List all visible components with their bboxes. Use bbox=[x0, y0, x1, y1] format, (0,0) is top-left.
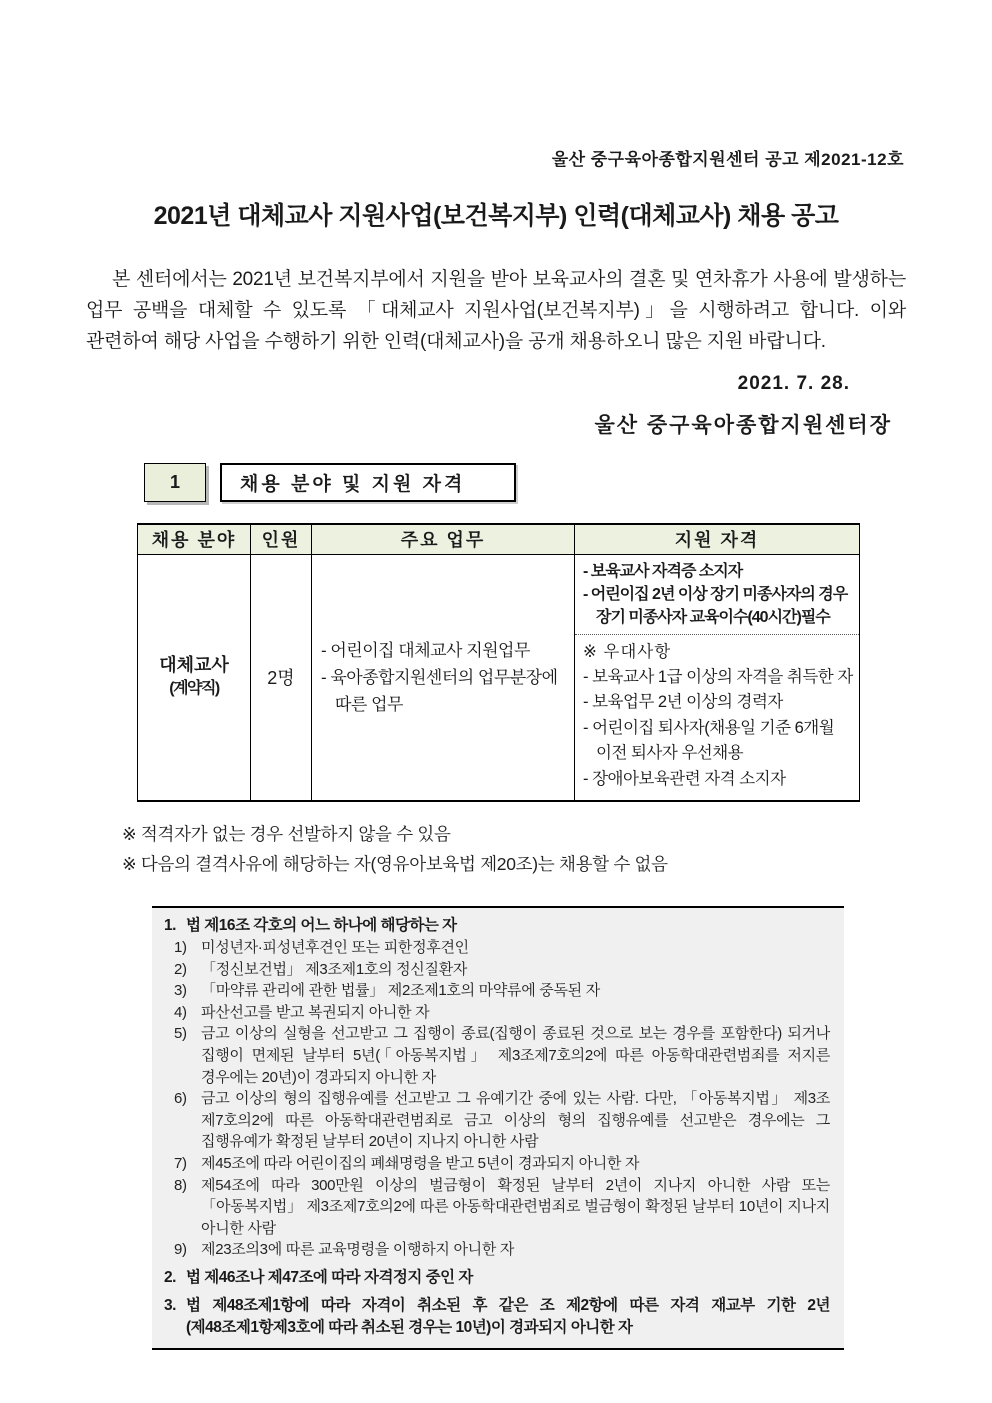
duty-item: - 육아종합지원센터의 업무분장에 따른 업무 bbox=[321, 667, 558, 714]
legal-subitem-text: 「정신보건법」 제3조제1호의 정신질환자 bbox=[201, 960, 468, 978]
cell-field bbox=[138, 554, 251, 801]
legal-item-3 bbox=[164, 1295, 830, 1339]
doc-number: 울산 중구육아종합지원센터 공고 제2021-12호 bbox=[551, 150, 904, 169]
legal-item-text: 법 제16조 각호의 어느 하나에 해당하는 자 bbox=[186, 917, 457, 934]
preferred-title: ※ 우대사항 bbox=[583, 642, 672, 661]
cell-count: 2명 bbox=[251, 554, 312, 801]
legal-subitem-3 bbox=[174, 980, 830, 1002]
column-header-duties: 주요 업무 bbox=[312, 524, 575, 554]
column-header-field: 채용 분야 bbox=[138, 524, 251, 554]
cell-qualifications bbox=[575, 554, 860, 801]
legal-subitem-label: 5) bbox=[174, 1025, 187, 1043]
legal-item-text: 법 제46조나 제47조에 따라 자격정지 중인 자 bbox=[186, 1268, 473, 1286]
cell-duties bbox=[312, 554, 575, 801]
column-header-qualifications: 지원 자격 bbox=[575, 524, 860, 554]
legal-subitem-label: 4) bbox=[174, 1003, 187, 1021]
legal-subitem-text: 금고 이상의 형의 집행유예를 선고받고 그 유예기간 중에 있는 사람. 다만, 「아동복지법」 제3조 제7호의2에 따른 아동학대관련범죄로 금고 이상의 형의 집행유예를 선고받은 경우에는 그 집행유예가 확정된 날부터 20년이 지나지 아니한 사람 bbox=[201, 1090, 830, 1151]
section-1-header bbox=[144, 463, 906, 502]
section-1-title: 채용 분야 및 지원 자격 bbox=[220, 463, 516, 502]
preferred-item: - 장애아보육관련 자격 소지자 bbox=[583, 769, 786, 788]
legal-subitem-label: 2) bbox=[174, 960, 187, 978]
legal-subitem-text: 파산선고를 받고 복권되지 아니한 자 bbox=[201, 1003, 430, 1021]
section-1-number-chip: 1 bbox=[144, 463, 206, 502]
duty-item: - 어린이집 대체교사 지원업무 bbox=[321, 640, 530, 660]
legal-subitem-2 bbox=[174, 959, 830, 981]
qualification-item: - 어린이집 2년 이상 장기 미종사자의 경우 장기 미종사자 교육이수(40시간)필수 bbox=[583, 585, 848, 626]
legal-subitem-label: 6) bbox=[174, 1090, 187, 1108]
column-header-count: 인원 bbox=[251, 524, 312, 554]
preferred-item: - 보육업무 2년 이상의 경력자 bbox=[583, 693, 783, 711]
legal-subitem-7 bbox=[174, 1153, 830, 1175]
preferred-item: - 어린이집 퇴사자(채용일 기준 6개월 이전 퇴사자 우선채용 bbox=[583, 718, 835, 762]
qualification-item: - 보육교사 자격증 소지자 bbox=[583, 562, 743, 580]
qualification-preferred-section bbox=[575, 635, 859, 801]
legal-subitem-label: 9) bbox=[174, 1241, 187, 1259]
legal-item-label: 2. bbox=[164, 1268, 176, 1286]
intro-paragraph: 본 센터에서는 2021년 보건복지부에서 지원을 받아 보육교사의 결혼 및 연차휴가 사용에 발생하는 업무 공백을 대체할 수 있도록 「대체교사 지원사업(보건복지부)」을 시행하려고 합니다. 이와 관련하여 해당 사업을 수행하기 위한 인력(대체교사)을 공개 채용하오니 많은 지원 바랍니다. bbox=[86, 269, 906, 352]
legal-subitem-4 bbox=[174, 1002, 830, 1024]
legal-subitem-text: 금고 이상의 실형을 선고받고 그 집행이 종료(집행이 종료된 것으로 보는 경우를 포함한다) 되거나 집행이 면제된 날부터 5년(「아동복지법」 제3조제7호의2에 따른 아동학대관련범죄를 저지른 경우에는 20년)이 경과되지 아니한 자 bbox=[201, 1025, 830, 1086]
legal-subitem-1 bbox=[174, 937, 830, 959]
legal-subitem-9 bbox=[174, 1239, 830, 1261]
legal-subitem-label: 3) bbox=[174, 982, 187, 1000]
legal-subitem-text: 제23조의3에 따른 교육명령을 이행하지 아니한 자 bbox=[201, 1241, 515, 1259]
legal-subitem-5 bbox=[174, 1023, 830, 1088]
disqualification-legal-box bbox=[152, 906, 844, 1350]
table-row bbox=[138, 554, 860, 801]
recruitment-table bbox=[137, 523, 860, 802]
legal-subitem-text: 「마약류 관리에 관한 법률」 제2조제1호의 마약류에 중독된 자 bbox=[201, 982, 600, 1000]
legal-item-label: 1. bbox=[164, 917, 176, 934]
doc-date: 2021. 7. 28. bbox=[737, 373, 850, 394]
legal-subitem-text: 제45조에 따라 어린이집의 폐쇄명령을 받고 5년이 경과되지 아니한 자 bbox=[201, 1154, 640, 1172]
page-title: 2021년 대체교사 지원사업(보건복지부) 인력(대체교사) 채용 공고 bbox=[153, 202, 839, 230]
doc-signer: 울산 중구육아종합지원센터장 bbox=[594, 414, 892, 437]
legal-subitem-text: 미성년자·피성년후견인 또는 피한정후견인 bbox=[201, 939, 469, 956]
field-contract-type: (계약직) bbox=[169, 680, 219, 698]
field-name: 대체교사 bbox=[159, 655, 229, 676]
legal-subitem-label: 8) bbox=[174, 1176, 187, 1194]
legal-subitem-text: 제54조에 따라 300만원 이상의 벌금형이 확정된 날부터 2년이 지나지 아니한 사람 또는 「아동복지법」 제3조제7호의2에 따른 아동학대관련범죄로 벌금형이 확정된 날부터 10년이 지나지 아니한 사람 bbox=[201, 1176, 830, 1237]
note-line: ※ 다음의 결격사유에 해당하는 자(영유아보육법 제20조)는 채용할 수 없음 bbox=[122, 854, 668, 874]
legal-item-1 bbox=[164, 915, 830, 937]
table-header-row bbox=[138, 524, 860, 554]
qualification-required-section bbox=[575, 555, 859, 635]
legal-subitem-label: 1) bbox=[174, 939, 187, 956]
legal-item-2 bbox=[164, 1267, 830, 1289]
legal-item-label: 3. bbox=[164, 1296, 176, 1314]
legal-subitem-6 bbox=[174, 1088, 830, 1153]
legal-subitem-label: 7) bbox=[174, 1154, 187, 1172]
notes-section bbox=[122, 819, 906, 879]
note-line: ※ 적격자가 없는 경우 선발하지 않을 수 있음 bbox=[122, 824, 451, 844]
legal-subitem-8 bbox=[174, 1175, 830, 1240]
preferred-item: - 보육교사 1급 이상의 자격을 취득한 자 bbox=[583, 667, 853, 686]
legal-item-text: 법 제48조제1항에 따라 자격이 취소된 후 같은 조 제2항에 따른 자격 재교부 기한 2년 (제48조제1항제3호에 따라 취소된 경우는 10년)이 경과되지 아니한 자 bbox=[186, 1296, 830, 1336]
